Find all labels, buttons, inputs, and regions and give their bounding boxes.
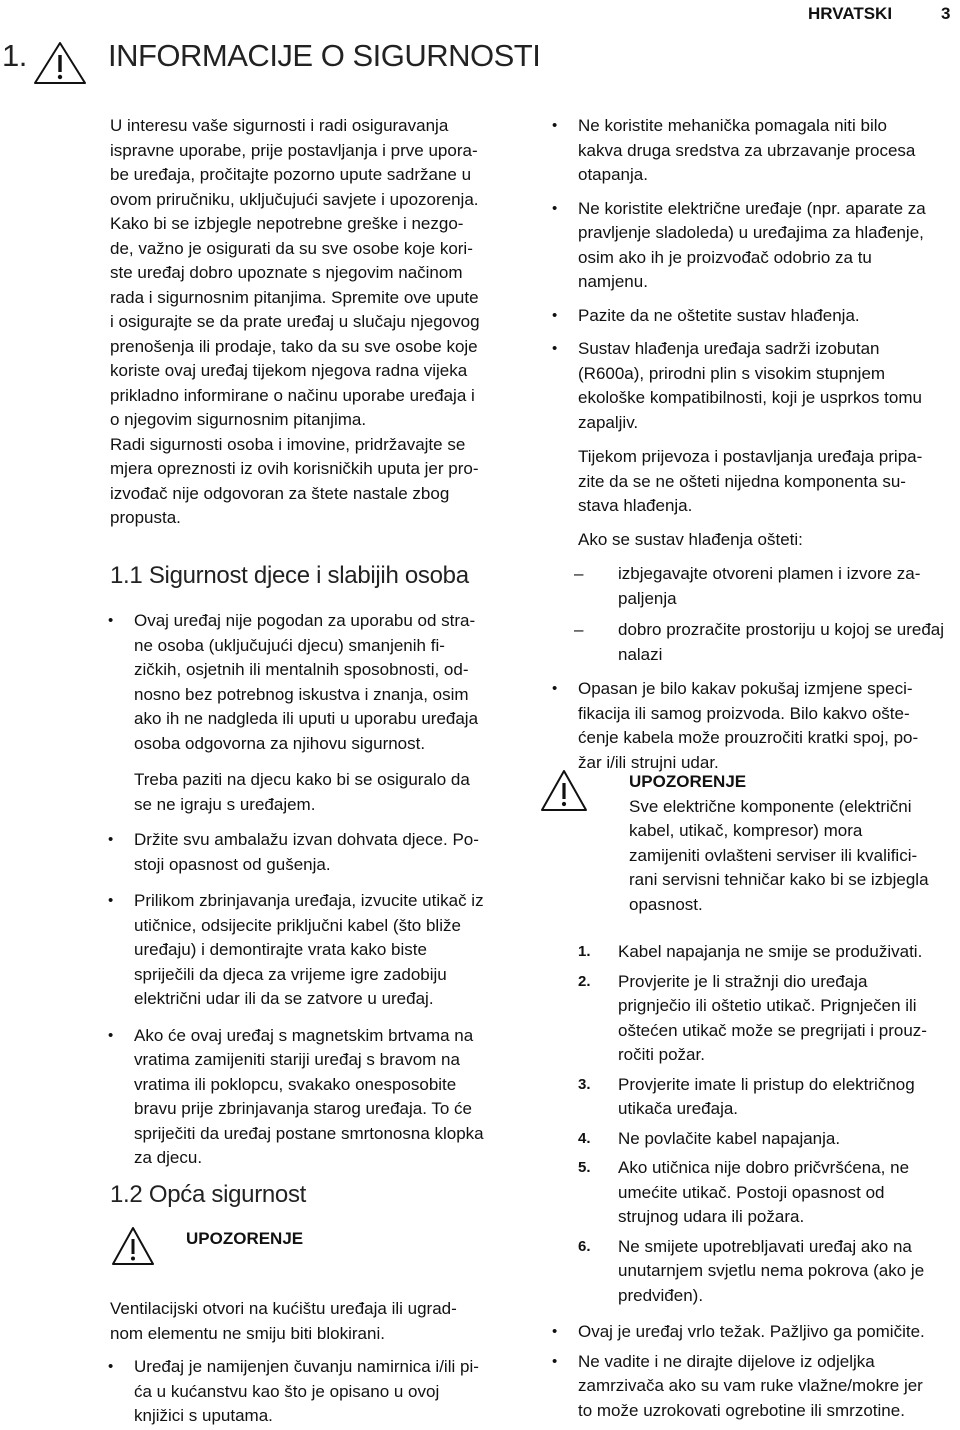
children-safety-list (110, 609, 520, 1171)
warning-box: UPOZORENJE Sve električne komponente (električni kabel, utikač, kompresor) mora zamijeniti ovlašteni serviser ili kvalifici- rani servisni tehničar kako bi se izbjegla opasnost. (629, 770, 959, 917)
intro-line: ovom priručniku, uključujući savjete i upozorenja. (110, 189, 479, 209)
list-item: • Opasan je bilo kakav pokušaj izmjene speci- fikacija ili samog proizvoda. Bilo kakvo ošte- ćenje kabela može prouzročiti kratki spoj, po- žar i/ili strujni udar. (554, 677, 960, 775)
intro-line: propusta. (110, 508, 181, 527)
intro-line: rada i sigurnosnim pitanjima. Spremite ove upute (110, 287, 479, 307)
transport-note: Tijekom prijevoza i postavljanja uređaja pripa- zite da se ne ošteti nijedna komponenta su- stava hlađenja. (578, 447, 923, 515)
right-column (554, 114, 960, 775)
list-item: • Držite svu ambalažu izvan dohvata djece. Po- stoji opasnost od gušenja. (110, 828, 520, 877)
warning-title: UPOZORENJE (629, 772, 747, 791)
section-title: INFORMACIJE O SIGURNOSTI (108, 38, 541, 73)
intro-line: ste uređaj dobro upoznate s njegovim načinom (110, 263, 463, 282)
language-label: HRVATSKI (808, 4, 893, 23)
intro-line: koriste ovaj uređaj tijekom njegova radna vijeka (110, 361, 468, 380)
intro-line: i osigurajte se da prate uređaj u slučaju njegovog (110, 312, 480, 331)
intro-line: ispravne uporabe, prije postavljanja i prve upora- (110, 140, 478, 160)
list-item: • Pazite da ne oštetite sustav hlađenja. (554, 304, 960, 329)
page-number: 3 (941, 4, 951, 23)
subsection-title: 1.2 Opća sigurnost (110, 1181, 307, 1208)
warning-triangle-icon (110, 1225, 156, 1267)
intro-line: mjera opreznosti iz ovih korisničkih uputa jer pro- (110, 459, 479, 478)
numbered-item: 3. Provjerite imate li pristup do električnog utikača uređaja. (578, 1074, 915, 1118)
list-item: – dobro prozračite prostoriju u kojoj se uređaj nalazi (574, 618, 960, 667)
numbered-item: 5. Ako utičnica nije dobro pričvršćena, ne umećite utikač. Postoji opasnost od strujnog udara ili požara. (578, 1158, 910, 1226)
intro-line: izvođač nije odgovoran za štete nastale zbog (110, 483, 450, 503)
warning-triangle-icon (32, 40, 88, 86)
intro-line: o njegovim sigurnosnim pitanjima. (110, 410, 367, 429)
list-item: • Uređaj je namijenjen čuvanju namirnica i/ili pi- ća u kućanstvu kao što je opisano u ovoj knjižici s uputama. (110, 1355, 520, 1429)
intro-line: Kako bi se izbjegle nepotrebne greške i nezgo- (110, 214, 464, 233)
dash-list (554, 562, 960, 667)
list-item: • Ne vadite i ne dirajte dijelove iz odjeljka zamrzivača ako su vam ruke vlažne/mokre jer to može uzrokovati ogrebotine ili smrzotine. (554, 1350, 960, 1424)
damaged-intro: Ako se sustav hlađenja ošteti: (578, 529, 803, 549)
general-safety-list (110, 1355, 520, 1429)
numbered-item: 4. Ne povlačite kabel napajanja. (578, 1128, 841, 1148)
list-item: • Sustav hlađenja uređaja sadrži izobutan (R600a), prirodni plin s visokim stupnjem ekološke kompatibilnosti, koji je usprkos tomu zapaljiv. (554, 337, 960, 435)
intro-text (110, 114, 520, 531)
intro-line: Radi sigurnosti osoba i imovine, pridržavajte se (110, 434, 466, 454)
list-item: • Prilikom zbrinjavanja uređaja, izvucite utikač iz utičnice, odsijecite priključni kabel (što bliže uređaju) i demontirajte vrata kako biste spriječili da djeca za vrijeme igre zadobiju električni udar ili da se zatvore u uređaj. (110, 889, 520, 1012)
numbered-list (578, 940, 960, 1308)
list-item: • Ako će ovaj uređaj s magnetskim brtvama na vratima zamijeniti stariji uređaj s bravom na vratima ili poklopcu, svakako onesposobite bravu prije zbrinjavanja starog uređaja. To će spriječiti da uređaj postane smrtonosna klopka za djecu. (110, 1024, 520, 1171)
numbered-item: 1. Kabel napajanja ne smije se produživati. (578, 942, 923, 961)
numbered-item: 2. Provjerite je li stražnji dio uređaja prignječio ili oštetio utikač. Prignječen ili oštećen utikač može se pregrijati i prouz- ročiti požar. (578, 971, 927, 1064)
subsection-title: 1.1 Sigurnost djece i slabijih osoba (110, 562, 469, 589)
section-number: 1. (2, 38, 27, 73)
list-item: • Ovaj uređaj nije pogodan za uporabu od stra- ne osoba (uključujući djecu) smanjenih fi- zičkih, osjetnih ili mentalnih sposobnosti, od- nosno bez potrebnog iskustva i znanja, osim ako ih ne nadgleda ili uputi u uporabu uređaja osoba odgovorna za njihovu sigurnost. (110, 609, 520, 756)
final-bullets (554, 1320, 960, 1423)
list-item: – izbjegavajte otvoreni plamen i izvore za- paljenja (574, 562, 960, 611)
intro-line: de, važno je osigurati da su sve osobe koje kori- (110, 238, 473, 258)
intro-line: prikladno informirane o načinu uporabe uređaja i (110, 385, 475, 405)
list-item: • Ovaj je uređaj vrlo težak. Pažljivo ga pomičite. (554, 1320, 960, 1345)
numbered-item: 6. Ne smijete upotrebljavati uređaj ako na unutarnjem svjetlu nema pokrova (ako je predviđen). (578, 1236, 925, 1305)
list-item: • Ne koristite mehanička pomagala niti bilo kakva druga sredstva za ubrzavanje procesa otapanja. (554, 114, 960, 188)
warning-triangle-icon (539, 768, 589, 814)
list-item: • Ne koristite električne uređaje (npr. aparate za pravljenje sladoleda) u uređajima za hlađenje, osim ako ih je proizvođač odobrio za tu namjenu. (554, 197, 960, 295)
intro-line: U interesu vaše sigurnosti i radi osiguravanja (110, 116, 449, 135)
intro-line: be uređaja, pročitajte pozorno upute sadržane u (110, 165, 472, 184)
intro-line: prenošenja ili prodaje, tako da su sve osobe koje (110, 336, 478, 356)
warning-title: UPOZORENJE (186, 1229, 304, 1248)
list-item-continuation: Treba paziti na djecu kako bi se osiguralo da se ne igraju s uređajem. (134, 770, 470, 814)
ventilation-text: Ventilacijski otvori na kućištu uređaja ili ugrad- nom elementu ne smiju biti blokirani. (110, 1299, 457, 1343)
